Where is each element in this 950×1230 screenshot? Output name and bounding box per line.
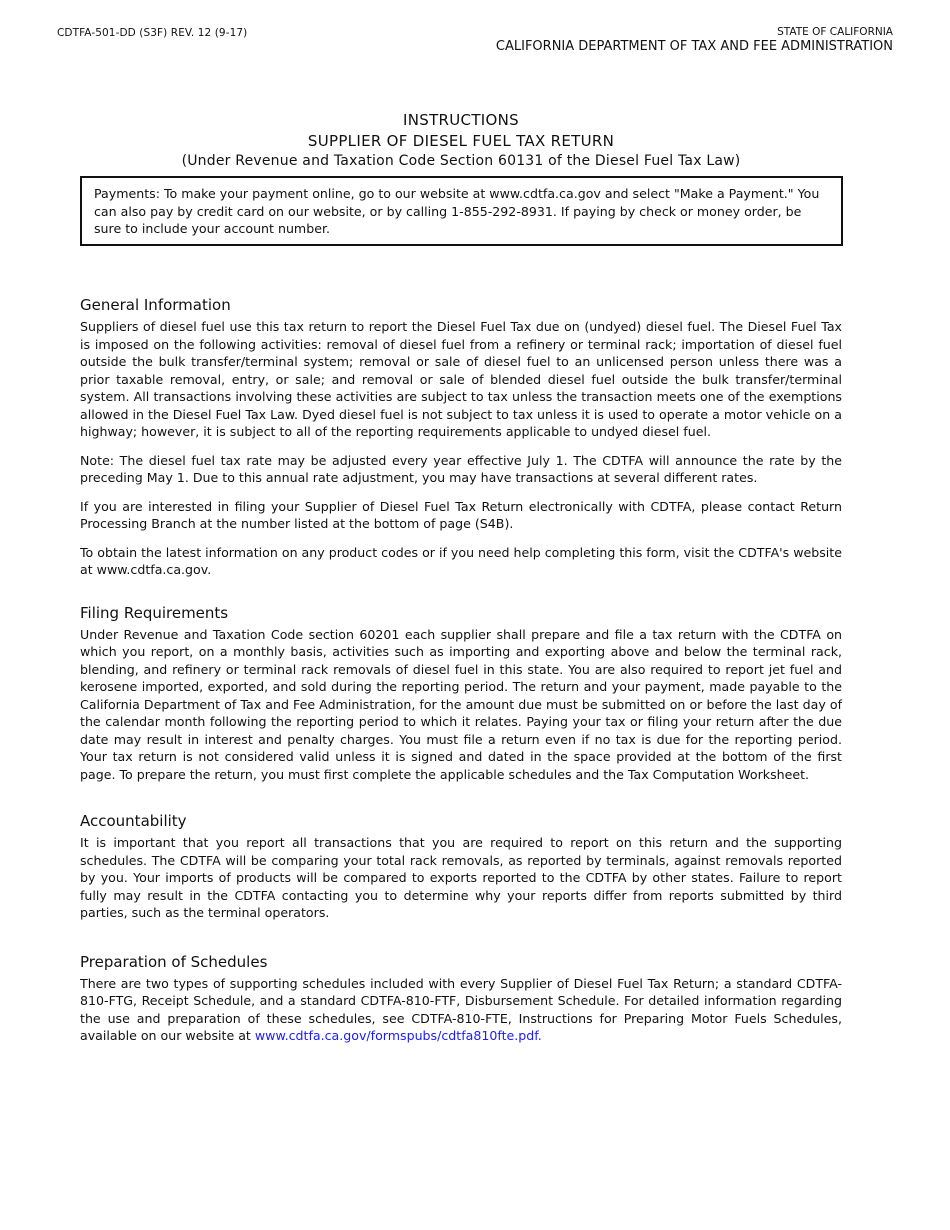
instructions-body [80, 295, 842, 1045]
paragraph: Note: The diesel fuel tax rate may be adjusted every year effective July 1. The CDTFA will announce the rate by the preceding May 1. Due to this annual rate adjustment, you may have transactions at several different rates. [80, 452, 842, 485]
title-instructions: INSTRUCTIONS [403, 111, 519, 129]
section-heading: Filing Requirements [80, 603, 229, 622]
paragraph: Suppliers of diesel fuel use this tax return to report the Diesel Fuel Tax due on (undyed) diesel fuel. The Diesel Fuel Tax is imposed on the following activities: removal of diesel fuel from a refinery or terminal rack; importation of diesel fuel outside the bulk transfer/terminal system; removal or sale of diesel fuel to an unlicensed person unless there was a prior taxable removal, entry, or sale; and removal or sale of blended diesel fuel outside the bulk transfer/terminal system. All transactions involving these activities are subject to tax unless the transaction meets one of the exemptions allowed in the Diesel Fuel Tax Law. Dyed diesel fuel is not subject to tax unless it is used to operate a motor vehicle on a highway; however, it is subject to all of the reporting requirements applicable to undyed diesel fuel. [80, 319, 842, 439]
title-form-name: SUPPLIER OF DIESEL FUEL TAX RETURN [307, 131, 615, 150]
document-title [80, 110, 842, 171]
agency-header [496, 25, 893, 55]
section-preparation-of-schedules [80, 952, 842, 1045]
payments-notice-text: Payments: To make your payment online, go to our website at www.cdtfa.ca.gov and select "Make a Payment." You can also pay by credit card on our website, or by calling 1-855-292-8931. If paying by check or money order, be sure to include your account number. [94, 186, 820, 236]
paragraph [80, 975, 842, 1045]
section-heading: Accountability [80, 812, 187, 830]
agency-name: CALIFORNIA DEPARTMENT OF TAX AND FEE ADMINISTRATION [495, 39, 893, 54]
payments-notice-box [80, 176, 843, 246]
paragraph: If you are interested in filing your Supplier of Diesel Fuel Tax Return electronically with CDTFA, please contact Return Processing Branch at the number listed at the bottom of page (S4B). [80, 498, 842, 531]
section-general-information [80, 295, 842, 579]
schedules-instructions-link[interactable]: www.cdtfa.ca.gov/formspubs/cdtfa810fte.pdf. [254, 1028, 542, 1043]
state-label: STATE OF CALIFORNIA [777, 26, 893, 38]
paragraph-text: There are two types of supporting schedules included with every Supplier of Diesel Fuel Tax Return; a standard CDTFA-810-FTG, Receipt Schedule, and a standard CDTFA-810-FTF, Disbursement Schedule. For detailed information regarding the use and preparation of these schedules, see CDTFA-810-FTE, Instructions for Preparing Motor Fuels Schedules, available on our website at [80, 975, 842, 1043]
paragraph: Under Revenue and Taxation Code section 60201 each supplier shall prepare and file a tax return with the CDTFA on which you report, on a monthly basis, activities such as importing and exporting above and below the terminal rack, blending, and refinery or terminal rack removals of diesel fuel in this state. You are also required to report jet fuel and kerosene imported, exported, and sold during the reporting period. The return and your payment, made payable to the California Department of Tax and Fee Administration, for the amount due must be submitted on or before the last day of the calendar month following the reporting period to which it relates. Paying your tax or filing your return after the due date may result in interest and penalty charges. You must file a return even if no tax is due for the reporting period. Your tax return is not considered valid unless it is signed and dated in the space provided at the bottom of the first page. To prepare the return, you must first complete the applicable schedules and the Tax Computation Worksheet. [80, 626, 842, 782]
section-filing-requirements [80, 603, 842, 784]
paragraph: To obtain the latest information on any product codes or if you need help completing this form, visit the CDTFA's website at www.cdtfa.ca.gov. [80, 544, 842, 577]
paragraph: It is important that you report all transactions that you are required to report on this return and the supporting schedules. The CDTFA will be comparing your total rack removals, as reported by terminals, against removals reported by you. Your imports of products will be compared to exports reported to the CDTFA by other states. Failure to report fully may result in the CDTFA contacting you to determine why your reports differ from reports submitted by third parties, such as the terminal operators. [80, 835, 842, 920]
form-number: CDTFA-501-DD (S3F) REV. 12 (9-17) [57, 27, 248, 39]
section-accountability [80, 811, 842, 922]
section-heading: General Information [80, 296, 231, 314]
title-legal-reference: (Under Revenue and Taxation Code Section 60131 of the Diesel Fuel Tax Law) [181, 153, 741, 169]
section-heading: Preparation of Schedules [80, 952, 268, 971]
